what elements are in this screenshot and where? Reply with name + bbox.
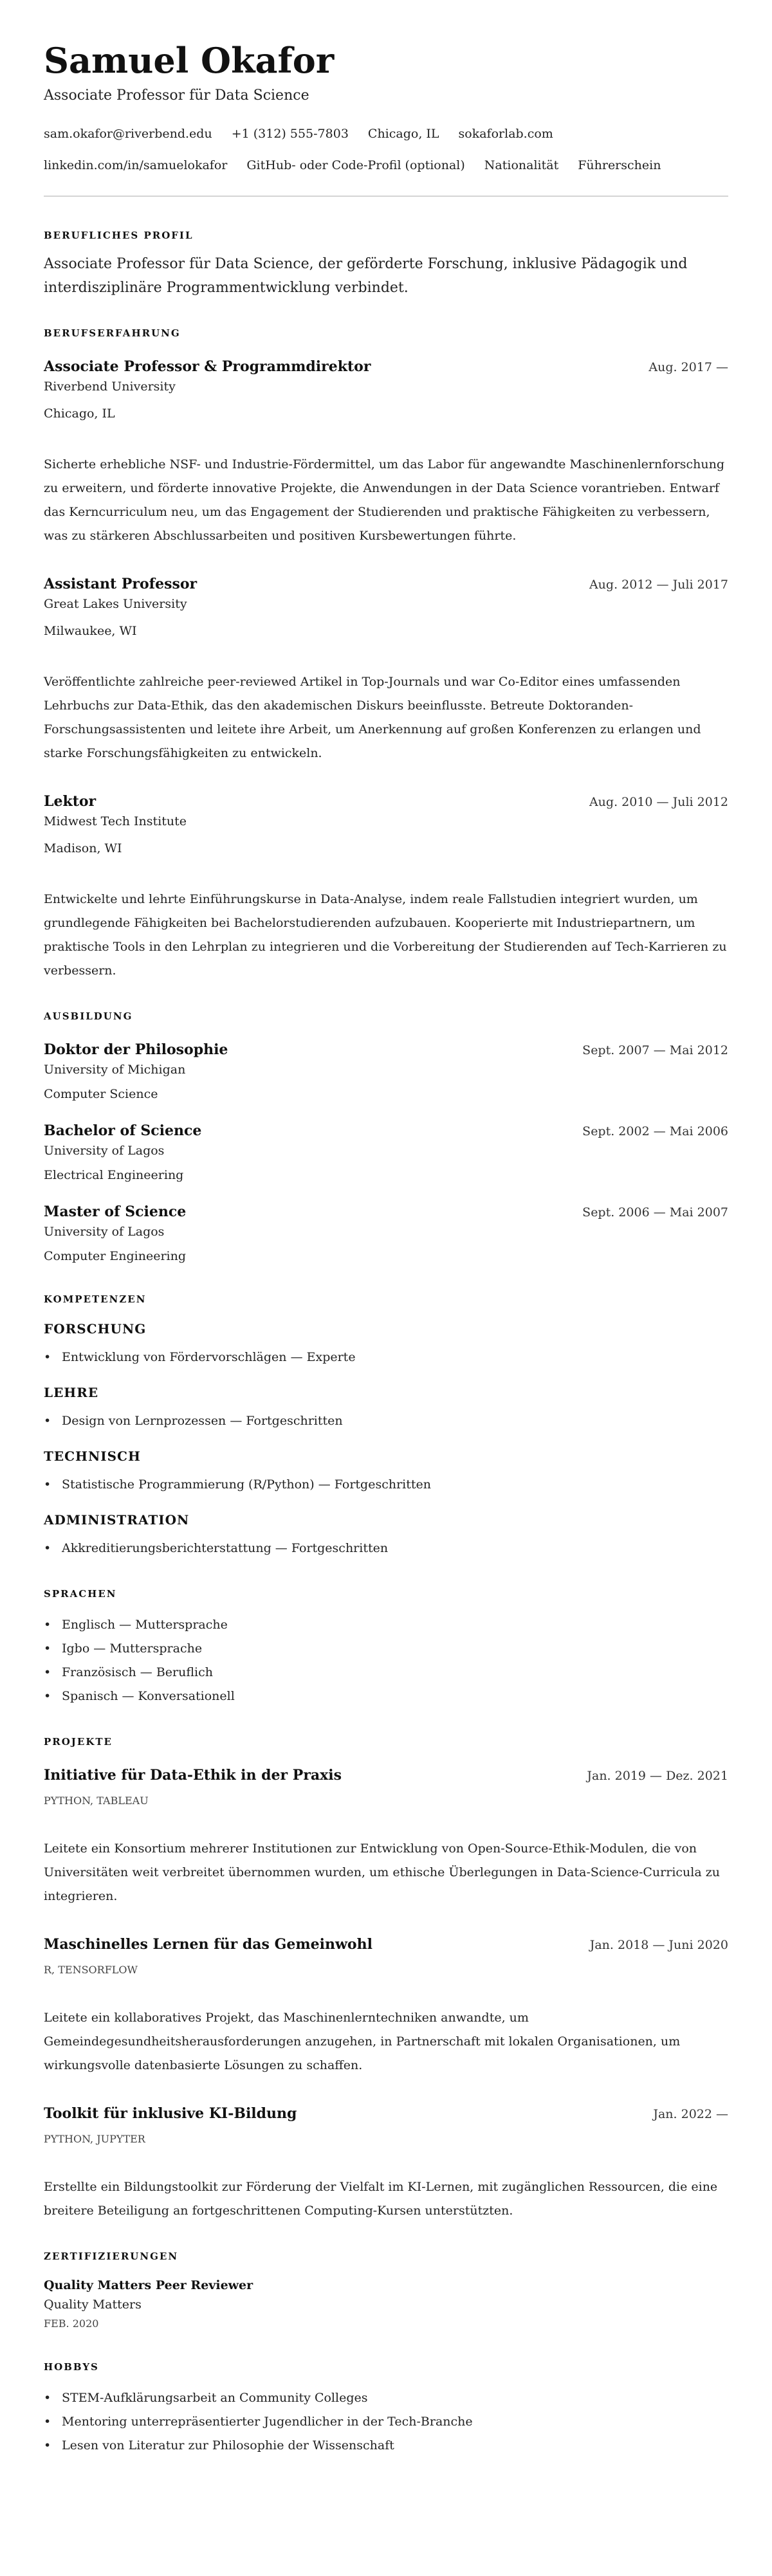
- language-item: • Französisch — Beruflich: [44, 1661, 728, 1685]
- hobby-item: • STEM-Aufklärungsarbeit an Community Colleges: [44, 2386, 728, 2410]
- education-date: Sept. 2002 — Mai 2006: [582, 1124, 728, 1138]
- section-heading: BERUFSERFAHRUNG: [44, 327, 181, 339]
- project-date: Jan. 2018 — Juni 2020: [589, 1938, 728, 1952]
- skill-group-name: TECHNISCH: [44, 1448, 141, 1464]
- skill-group-name: LEHRE: [44, 1385, 99, 1400]
- contact-phone[interactable]: +1 (312) 555-7803: [231, 127, 349, 141]
- degree: Doktor der Philosophie: [44, 1041, 228, 1058]
- project-description: Leitete ein Konsortium mehrerer Institutionen zur Entwicklung von Open-Source-Ethik-Modulen, die von Universitäten weit verbreitet übernommen wurden, um ethische Überlegungen in Data-Science-Curricula zu integrieren.: [44, 1841, 720, 1903]
- skill-item: • Entwicklung von Fördervorschlägen — Experte: [44, 1346, 728, 1369]
- languages-section: [44, 1587, 728, 1708]
- contact-location: Chicago, IL: [367, 127, 439, 141]
- job-title: Assistant Professor: [44, 576, 198, 592]
- section-heading: PROJEKTE: [44, 1736, 113, 1748]
- contact-list: [44, 118, 728, 181]
- job-org: Great Lakes University: [44, 597, 187, 611]
- project-description: Erstellte ein Bildungstoolkit zur Förderung der Vielfalt im KI-Lernen, mit zugänglichen Ressourcen, die eine breitere Beteiligung an fortgeschrittenen Computing-Kursen unterstützten.: [44, 2180, 718, 2218]
- education-entry: [44, 1120, 728, 1185]
- education-date: Sept. 2007 — Mai 2012: [582, 1043, 728, 1057]
- resume-header: [44, 40, 728, 181]
- project-title: Toolkit für inklusive KI-Bildung: [44, 2105, 297, 2122]
- skill-group: [44, 1511, 728, 1560]
- school: University of Lagos: [44, 1225, 165, 1239]
- field-of-study: Computer Engineering: [44, 1249, 187, 1263]
- hobby-item: • Mentoring unterrepräsentierter Jugendlicher in der Tech-Branche: [44, 2410, 728, 2434]
- education-entry: [44, 1039, 728, 1104]
- contact-license: Führerschein: [578, 158, 661, 172]
- job-description: Veröffentlichte zahlreiche peer-reviewed Artikel in Top-Journals und war Co-Editor eines umfassenden Lehrbuchs zur Data-Ethik, das den akademischen Diskurs beeinflusste. Betreute Doktoranden-Forschungsassistenten und leitete ihre Arbeit, um Anerkennung auf großen Konferenzen zu erlangen und starke Forschungsfähigkeiten zu entwickeln.: [44, 675, 701, 760]
- contact-email[interactable]: sam.okafor@riverbend.edu: [44, 127, 212, 141]
- project-entry: [44, 2103, 728, 2223]
- certification-org: Quality Matters: [44, 2297, 142, 2312]
- job-date: Aug. 2010 — Juli 2012: [589, 795, 728, 809]
- contact-linkedin[interactable]: linkedin.com/in/samuelokafor: [44, 158, 228, 172]
- section-heading: BERUFLICHES PROFIL: [44, 230, 194, 241]
- section-heading: AUSBILDUNG: [44, 1010, 133, 1022]
- project-title: Maschinelles Lernen für das Gemeinwohl: [44, 1936, 372, 1953]
- job-description: Sicherte erhebliche NSF- und Industrie-Fördermittel, um das Labor für angewandte Maschinenlernforschung zu erweitern, und förderte innovative Projekte, die Anwendungen in der Data Science vorantrieben. Entwarf das Kerncurriculum neu, um das Engagement der Studierenden und praktische Fähigkeiten zu verbessern, was zu stärkeren Abschlussarbeiten und positiven Kursbewertungen führte.: [44, 457, 725, 543]
- education-entry: [44, 1201, 728, 1266]
- project-description: Leitete ein kollaboratives Projekt, das Maschinenlerntechniken anwandte, um Gemeindegesundheitsherausforderungen anzugehen, in Partnerschaft mit lokalen Organisationen, um wirkungsvolle datenbasierte Lösungen zu schaffen.: [44, 2011, 681, 2072]
- job-location: Madison, WI: [44, 841, 122, 855]
- job-date: Aug. 2012 — Juli 2017: [589, 578, 728, 592]
- project-tech: PYTHON, JUPYTER: [44, 2133, 145, 2145]
- school: University of Michigan: [44, 1063, 186, 1077]
- field-of-study: Electrical Engineering: [44, 1168, 184, 1182]
- header-divider: [44, 196, 728, 197]
- project-date: Jan. 2019 — Dez. 2021: [587, 1769, 728, 1783]
- certifications-section: [44, 2250, 728, 2334]
- education-date: Sept. 2006 — Mai 2007: [582, 1205, 728, 1219]
- section-heading: ZERTIFIZIERUNGEN: [44, 2251, 179, 2262]
- profile-section: [44, 229, 728, 300]
- section-heading: KOMPETENZEN: [44, 1293, 147, 1305]
- certification-date: FEB. 2020: [44, 2317, 99, 2330]
- job-entry: [44, 791, 728, 983]
- skill-group: [44, 1384, 728, 1433]
- projects-section: [44, 1735, 728, 2223]
- job-org: Midwest Tech Institute: [44, 814, 187, 828]
- job-title: Associate Professor & Programmdirektor: [44, 358, 371, 375]
- job-entry: [44, 356, 728, 548]
- project-date: Jan. 2022 —: [653, 2107, 728, 2121]
- job-entry: [44, 574, 728, 765]
- degree: Master of Science: [44, 1203, 187, 1220]
- skill-group: [44, 1447, 728, 1497]
- skills-section: [44, 1293, 728, 1560]
- skill-item: • Statistische Programmierung (R/Python) — Fortgeschritten: [44, 1473, 728, 1497]
- job-title: Lektor: [44, 793, 96, 810]
- hobbies-section: [44, 2361, 728, 2458]
- section-heading: HOBBYS: [44, 2361, 99, 2373]
- skill-group-name: FORSCHUNG: [44, 1321, 147, 1337]
- project-tech: R, TENSORFLOW: [44, 1964, 138, 1976]
- contact-nationality: Nationalität: [484, 158, 559, 172]
- skill-group: [44, 1320, 728, 1369]
- skill-item: • Design von Lernprozessen — Fortgeschritten: [44, 1409, 728, 1433]
- degree: Bachelor of Science: [44, 1122, 202, 1139]
- language-item: • Igbo — Muttersprache: [44, 1637, 728, 1661]
- school: University of Lagos: [44, 1144, 165, 1158]
- job-description: Entwickelte und lehrte Einführungskurse in Data-Analyse, indem reale Fallstudien integriert wurden, um grundlegende Fähigkeiten bei Bachelorstudierenden aufzubauen. Kooperierte mit Industriepartnern, um praktische Tools in den Lehrplan zu integrieren und die Vorbereitung der Studierenden auf Tech-Karrieren zu verbessern.: [44, 892, 727, 978]
- job-location: Milwaukee, WI: [44, 624, 137, 638]
- experience-section: [44, 327, 728, 983]
- job-date: Aug. 2017 —: [648, 360, 728, 374]
- project-title: Initiative für Data-Ethik in der Praxis: [44, 1767, 342, 1784]
- certification-title: Quality Matters Peer Reviewer: [44, 2278, 253, 2292]
- education-section: [44, 1010, 728, 1266]
- candidate-title: Associate Professor für Data Science: [44, 87, 309, 104]
- project-entry: [44, 1765, 728, 1908]
- job-location: Chicago, IL: [44, 406, 115, 421]
- contact-github[interactable]: GitHub- oder Code-Profil (optional): [246, 158, 465, 172]
- skill-item: • Akkreditierungsberichterstattung — Fortgeschritten: [44, 1537, 728, 1560]
- project-tech: PYTHON, TABLEAU: [44, 1795, 149, 1807]
- job-org: Riverbend University: [44, 379, 176, 394]
- project-entry: [44, 1934, 728, 2078]
- skill-group-name: ADMINISTRATION: [44, 1512, 190, 1528]
- contact-website[interactable]: sokaforlab.com: [458, 127, 553, 141]
- field-of-study: Computer Science: [44, 1087, 158, 1101]
- profile-text: Associate Professor für Data Science, der geförderte Forschung, inklusive Pädagogik und interdisziplinäre Programmentwicklung verbindet.: [44, 256, 688, 296]
- language-item: • Englisch — Muttersprache: [44, 1613, 728, 1637]
- section-heading: SPRACHEN: [44, 1588, 117, 1600]
- hobby-item: • Lesen von Literatur zur Philosophie der Wissenschaft: [44, 2434, 728, 2458]
- candidate-name: Samuel Okafor: [44, 40, 335, 81]
- language-item: • Spanisch — Konversationell: [44, 1685, 728, 1708]
